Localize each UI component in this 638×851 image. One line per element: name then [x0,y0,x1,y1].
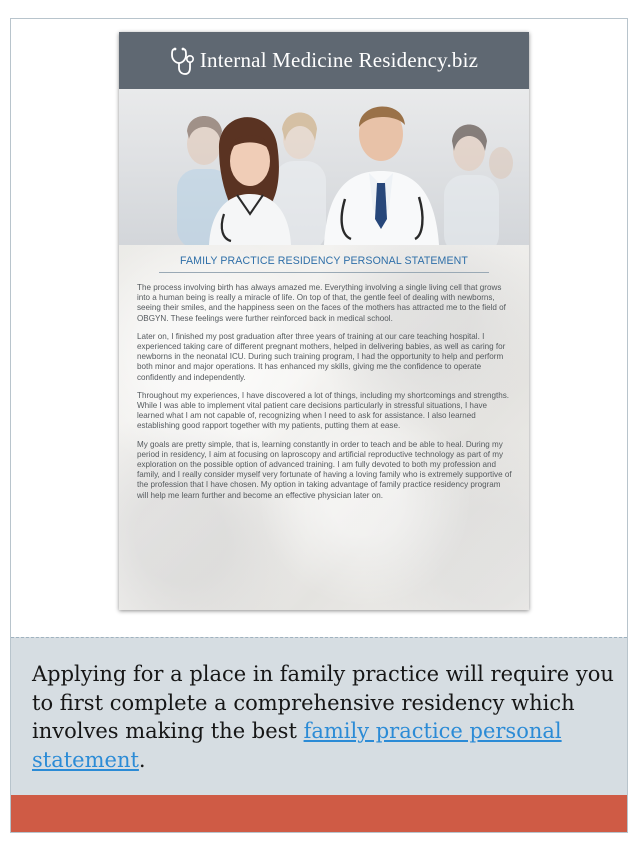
doctors-photo [119,89,529,245]
statement-document-image [119,32,529,610]
heading-divider [159,272,489,273]
brand-name: Internal Medicine Residency.biz [199,48,479,72]
document-body [137,283,513,509]
statement-paragraph: Throughout my experiences, I have discovered a lot of things, including my shortcomings and strengths. While I was able to implement vital patient care decisions particularly in stressful situations, I have learned what I am not capable of, recognizing when I need to ask for assistance. I also learned establishing good rapport together with my patients, putting them at ease. [137,390,510,431]
brand-logo [170,46,478,76]
caption-text-start: Applying for a place in family practice will require you to first complete a comprehensive residency which involves making the best [32,662,614,743]
caption-text [32,660,617,774]
statement-paragraph: The process involving birth has always amazed me. Everything involving a single living cell that grows into a human being is really a miracle of life. On top of that, the gentle feel of dealing with newborns, seeing their smiles, and the happiness seen on the faces of the mothers has attracted me to the field of OBGYN. These feelings were further reinforced back in medical school. [137,283,506,323]
statement-paper [119,245,529,610]
statement-paragraph: My goals are pretty simple, that is, learning constantly in order to teach and be able to heal. During my period in residency, I aim at focusing on laproscopy and artificial reproductive technology as part of my exploration on the possible option of advanced training. I am fully devoted to both my profession and family, and I really consider myself very fortunate of having a loving family who is extremely supportive of the profession that I have chosen. My option in taking advantage of family practice residency program will help me learn further and become an effective physician later on. [137,439,512,500]
slide [10,18,628,833]
document-heading: FAMILY PRACTICE RESIDENCY PERSONAL STATEMENT [180,255,468,267]
document-header [119,32,529,89]
statement-paragraph: Later on, I finished my post graduation after three years of training at our care teaching hospital. I experienced taking care of different pregnant mothers, helped in delivering babies, as well as caring for newborns in the neonatal ICU. During such training program, I had the opportunity to help and perform both minor and major operations. It has enhanced my skills, giving me the confidence to operate confidently and independently. [137,331,506,382]
caption-text-end: . [138,747,146,772]
stethoscope-icon [170,46,196,76]
caption-band [11,637,627,795]
family-practice-personal-statement-link[interactable]: family practice personal statement [32,719,562,772]
footer-accent-bar [11,795,627,832]
